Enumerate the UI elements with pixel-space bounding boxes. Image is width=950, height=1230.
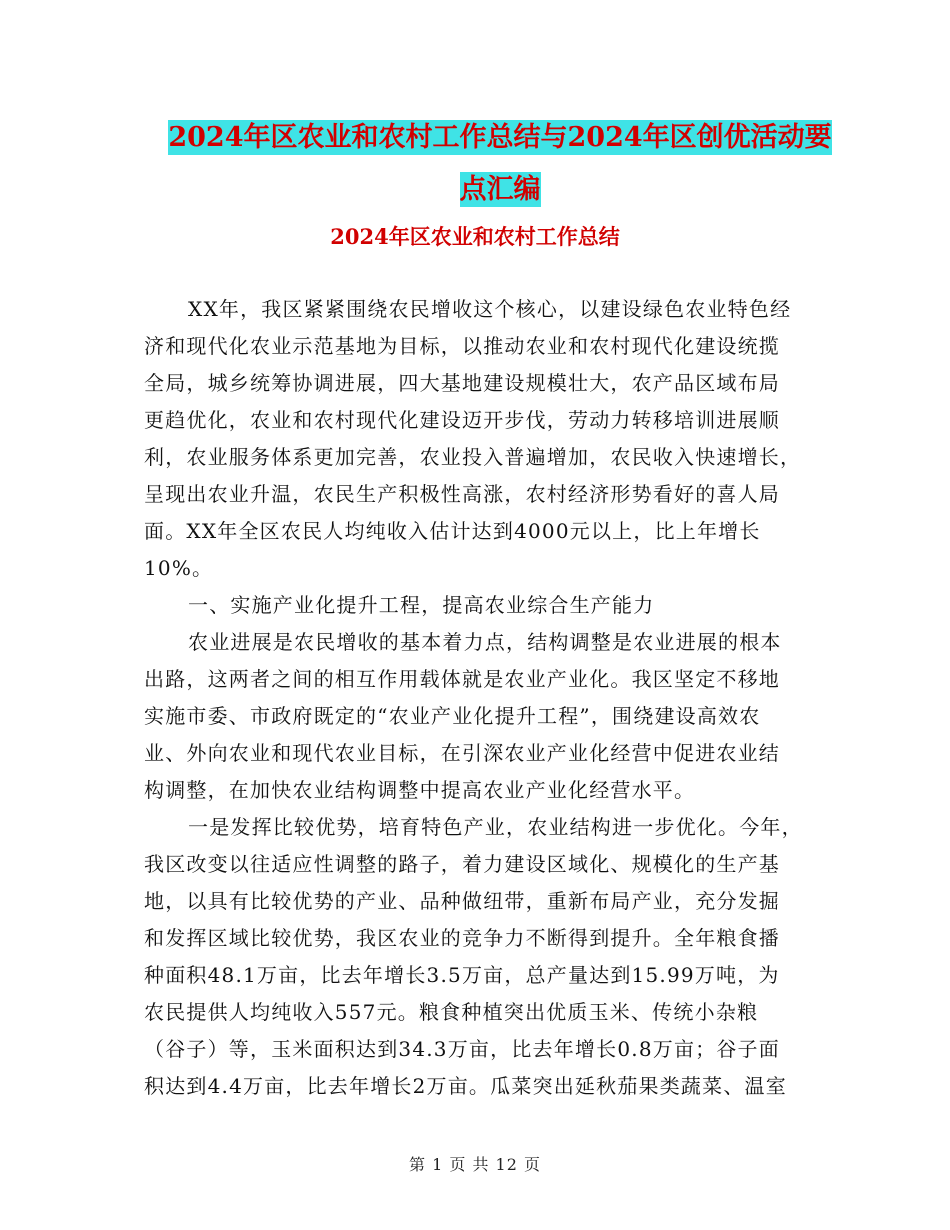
body-line: 全局，城乡统筹协调进展，四大基地建设规模壮大，农产品区域布局 [144,371,780,395]
body-line: 种面积48.1万亩，比去年增长3.5万亩，总产量达到15.99万吨，为 [144,963,780,987]
body-line: 济和现代化农业示范基地为目标，以推动农业和农村现代化建设统揽 [144,334,780,358]
body-line: 出路，这两者之间的相互作用载体就是农业产业化。我区坚定不移地 [144,667,780,691]
body-line: 一是发挥比较优势，培育特色产业，农业结构进一步优化。今年， [188,815,803,839]
body-line: 实施市委、市政府既定的“农业产业化提升工程”，围绕建设高效农 [144,704,761,728]
section-title: 2024年区农业和农村工作总结 [330,224,620,249]
body-line: 地，以具有比较优势的产业、品种做纽带，重新布局产业，充分发掘 [144,889,780,913]
body-line: 呈现出农业升温，农民生产积极性高涨，农村经济形势看好的喜人局 [144,482,780,506]
body-line: （谷子）等，玉米面积达到34.3万亩，比去年增长0.8万亩；谷子面 [144,1037,780,1061]
body-line: 我区改变以往适应性调整的路子，着力建设区域化、规模化的生产基 [144,852,780,876]
body-line: 农民提供人均纯收入557元。粮食种植突出优质玉米、传统小杂粮 [144,1000,759,1024]
body-line: 农业进展是农民增收的基本着力点，结构调整是农业进展的根本 [188,630,782,654]
section-heading: 一、实施产业化提升工程，提高农业综合生产能力 [188,593,655,617]
body-line: 10%。 [144,556,214,580]
body-line: 更趋优化，农业和农村现代化建设迈开步伐，劳动力转移培训进展顺 [144,408,780,432]
title-line-1: 2024年区农业和农村工作总结与2024年区创优活动要 [168,122,832,153]
body-line: 面。XX年全区农民人均纯收入估计达到4000元以上，比上年增长 [144,519,761,543]
body-line: 利，农业服务体系更加完善，农业投入普遍增加，农民收入快速增长， [144,445,802,469]
body-line: XX年，我区紧紧围绕农民增收这个核心，以建设绿色农业特色经 [188,297,792,321]
body-line: 积达到4.4万亩，比去年增长2万亩。瓜菜突出延秋茄果类蔬菜、温室 [144,1074,787,1098]
body-line: 和发挥区域比较优势，我区农业的竞争力不断得到提升。全年粮食播 [144,926,780,950]
title-line-2: 点汇编 [459,174,541,205]
page-footer: 第 1 页 共 12 页 [409,1155,541,1174]
body-line: 业、外向农业和现代农业目标，在引深农业产业化经营中促进农业结 [144,741,780,765]
document-title [120,112,880,216]
body-line: 构调整，在加快农业结构调整中提高农业产业化经营水平。 [144,778,696,802]
